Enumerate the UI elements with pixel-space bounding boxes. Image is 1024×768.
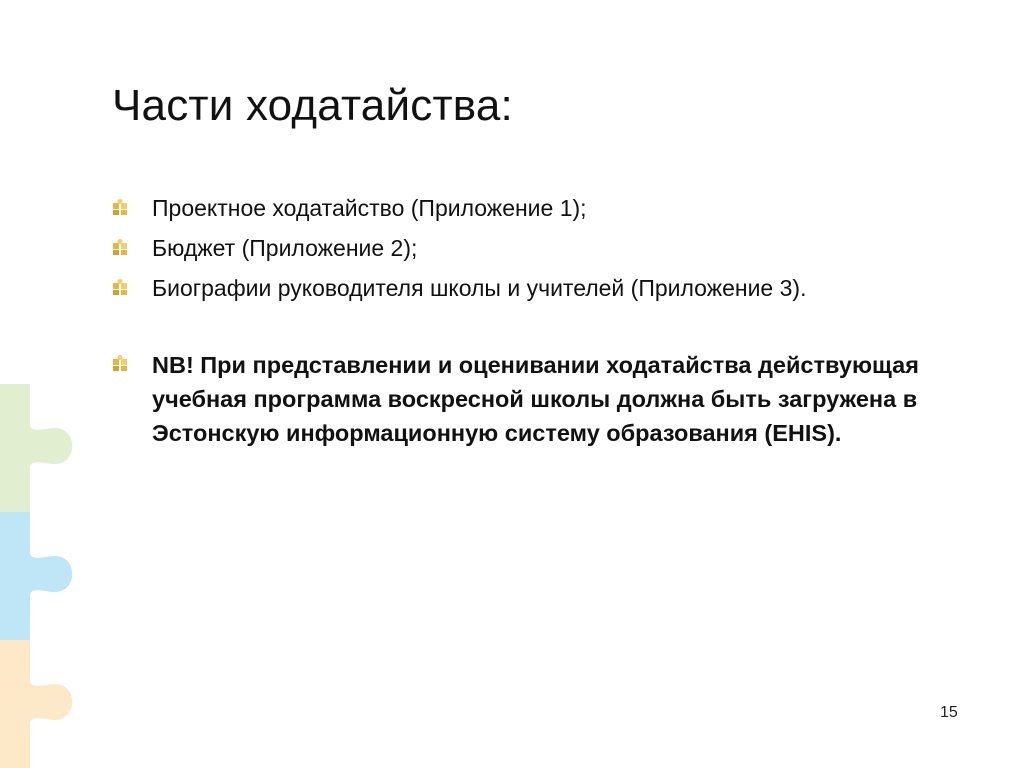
nb-text: NB! При представлении и оценивании ходатайства действующая учебная программа воскресной школы должна быть загружена в Эстонскую информационную систему образования (EHIS). [152,352,919,446]
puzzle-piece-icon [112,238,130,256]
list-item [112,268,972,308]
puzzle-piece-green [0,384,72,512]
bullet-text: Бюджет (Приложение 2); [152,235,418,261]
bullet-list [112,188,972,450]
puzzle-piece-icon [112,278,130,296]
puzzle-edge-decoration [0,384,80,768]
puzzle-piece-icon [112,354,130,372]
list-item [112,228,972,268]
nb-note [112,348,972,450]
puzzle-piece-icon [112,198,130,216]
puzzle-piece-orange [0,640,72,768]
slide-title: Части ходатайства: [112,81,513,130]
bullet-text: Биографии руководителя школы и учителей (Приложение 3). [152,275,807,301]
puzzle-piece-blue [0,512,72,640]
list-item [112,188,972,228]
bullet-text: Проектное ходатайство (Приложение 1); [152,195,587,221]
page-number: 15 [940,704,958,721]
